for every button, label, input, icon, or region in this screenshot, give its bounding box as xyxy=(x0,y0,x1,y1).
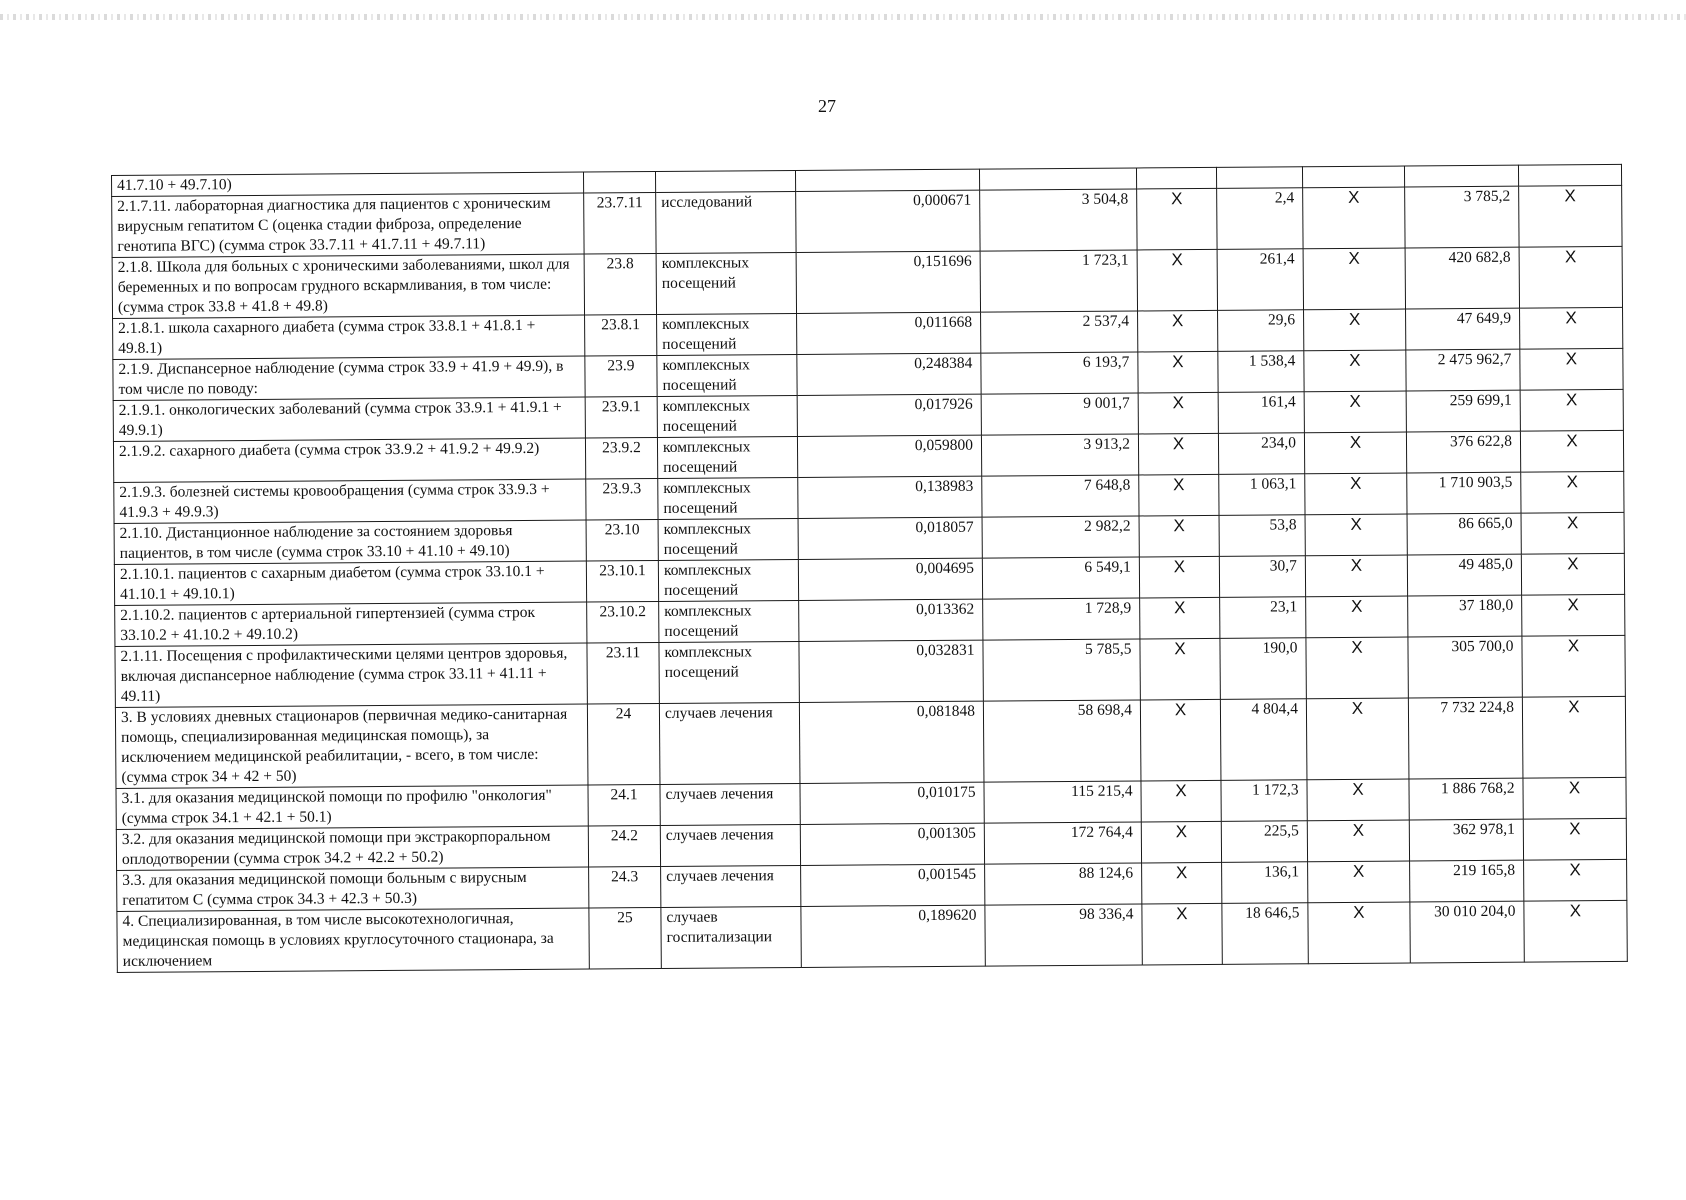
row-x3: X xyxy=(1521,512,1624,554)
row-x2: X xyxy=(1304,309,1406,351)
row-norm: 0,189620 xyxy=(801,905,985,967)
row-norm: 0,000671 xyxy=(796,190,980,252)
row-total: 2 475 962,7 xyxy=(1406,349,1520,391)
row-x2: X xyxy=(1306,637,1408,699)
row-code: 23.8.1 xyxy=(585,315,657,357)
row-norm: 0,138983 xyxy=(798,476,982,518)
row-x1: X xyxy=(1137,249,1217,311)
row-unit: исследований xyxy=(656,191,796,253)
row-per-capita: 190,0 xyxy=(1220,638,1306,700)
row-cost: 2 982,2 xyxy=(982,516,1139,558)
row-x2: X xyxy=(1305,473,1407,515)
row-x2: X xyxy=(1303,248,1405,310)
row-x1: X xyxy=(1138,351,1218,393)
row-unit: комплексных посещений xyxy=(657,395,797,437)
row-x3: X xyxy=(1522,696,1626,778)
row-name: 2.1.11. Посещения с профилактическими целями центров здоровья, включая диспансерное наблюдение (сумма строк 33.11 + 41.11 + 49.11) xyxy=(115,643,587,707)
row-code: 24.1 xyxy=(588,784,660,826)
row-x2: X xyxy=(1304,432,1406,474)
row-name: 2.1.10. Дистанционное наблюдение за состоянием здоровья пациентов, в том числе (сумма строк 33.10 + 41.10 + 49.10) xyxy=(114,520,586,564)
row-total: 420 682,8 xyxy=(1405,247,1519,309)
row-code: 24.2 xyxy=(588,825,660,867)
row-total: 376 622,8 xyxy=(1406,431,1520,473)
row-unit: комплексных посещений xyxy=(659,600,799,642)
row-x2: X xyxy=(1308,902,1410,964)
row-x1: X xyxy=(1138,433,1218,475)
row-x1: X xyxy=(1139,515,1219,557)
row-per-capita: 161,4 xyxy=(1218,392,1304,434)
row-name: 2.1.10.1. пациентов с сахарным диабетом (сумма строк 33.10.1 + 41.10.1 + 49.10.1) xyxy=(114,561,586,605)
row-x1: X xyxy=(1139,556,1219,598)
row-x2: X xyxy=(1304,350,1406,392)
row-unit: случаев лечения xyxy=(661,865,801,907)
row-per-capita: 1 538,4 xyxy=(1218,351,1304,393)
row-unit: комплексных посещений xyxy=(658,518,798,560)
row-x2: X xyxy=(1303,187,1405,249)
row-cost: 6 549,1 xyxy=(982,557,1139,599)
row-per-capita: 53,8 xyxy=(1219,515,1305,557)
row-name: 2.1.7.11. лабораторная диагностика для пациентов с хроническим вирусным гепатитом С (оценка стадии фиброза, определение генотипа ВГС) (сумма строк 33.7.11 + 41.7.11 + 49.7.11) xyxy=(112,193,584,257)
row-cost: 88 124,6 xyxy=(985,863,1142,905)
row-total: 7 732 224,8 xyxy=(1408,697,1523,779)
row-unit: комплексных посещений xyxy=(657,354,797,396)
row-unit: случаев лечения xyxy=(659,702,800,784)
row-total: 1 710 903,5 xyxy=(1407,472,1521,514)
row-total: 37 180,0 xyxy=(1408,595,1522,637)
row-per-capita: 23,1 xyxy=(1220,597,1306,639)
row-norm: 0,248384 xyxy=(797,353,981,395)
row-cost: 3 504,8 xyxy=(980,189,1137,251)
row-code: 23.9.1 xyxy=(585,397,657,439)
row-code: 23.11 xyxy=(587,642,659,704)
row-code: 25 xyxy=(589,907,661,969)
row-per-capita: 136,1 xyxy=(1222,862,1308,904)
row-x2: X xyxy=(1306,596,1408,638)
row-norm: 0,010175 xyxy=(800,782,984,824)
row-code: 23.9 xyxy=(585,356,657,398)
row-total: 3 785,2 xyxy=(1405,186,1519,248)
row-norm: 0,081848 xyxy=(799,701,984,783)
row-x3: X xyxy=(1523,777,1626,819)
row-code: 24.3 xyxy=(589,866,661,908)
table-row xyxy=(112,246,1622,318)
row-total: 305 700,0 xyxy=(1408,636,1522,698)
row-unit: комплексных посещений xyxy=(659,641,799,703)
row-name: 4. Специализированная, в том числе высокотехнологичная, медицинская помощь в условиях круглосуточного стационара, за исключением xyxy=(117,908,589,972)
row-norm: 0,001545 xyxy=(801,864,985,906)
row-code: 23.9.2 xyxy=(585,438,657,480)
row-cost: 5 785,5 xyxy=(983,639,1140,701)
row-norm: 0,017926 xyxy=(797,394,981,436)
row-norm: 0,151696 xyxy=(796,251,980,313)
scan-edge-artifact xyxy=(0,14,1686,20)
table-row xyxy=(115,696,1626,788)
row-x3: X xyxy=(1521,553,1624,595)
row-unit: комплексных посещений xyxy=(658,559,798,601)
row-cost: 7 648,8 xyxy=(982,475,1139,517)
row-unit: комплексных посещений xyxy=(656,252,796,314)
table-container xyxy=(111,164,1628,973)
row-per-capita: 4 804,4 xyxy=(1220,699,1307,781)
row-cost: 58 698,4 xyxy=(983,700,1141,782)
row-norm: 0,059800 xyxy=(797,435,981,477)
row-x3: X xyxy=(1519,246,1622,308)
row-per-capita: 234,0 xyxy=(1218,433,1304,475)
row-per-capita: 1 172,3 xyxy=(1221,780,1307,822)
row-total: 362 978,1 xyxy=(1409,819,1523,861)
page-number: 27 xyxy=(818,96,836,116)
row-x1: X xyxy=(1142,862,1222,904)
row-name: 2.1.9. Диспансерное наблюдение (сумма строк 33.9 + 41.9 + 49.9), в том числе по поводу: xyxy=(113,356,585,400)
row-total: 47 649,9 xyxy=(1406,308,1520,350)
row-x3: X xyxy=(1522,594,1625,636)
row-code: 23.10.2 xyxy=(587,601,659,643)
data-table xyxy=(111,164,1628,973)
row-x2: X xyxy=(1305,555,1407,597)
row-x1: X xyxy=(1140,699,1221,781)
row-norm: 0,001305 xyxy=(800,823,984,865)
row-x1: X xyxy=(1140,597,1220,639)
row-name: 3.2. для оказания медицинской помощи при экстракорпоральном оплодотворении (сумма строк 34.2 + 42.2 + 50.2) xyxy=(116,826,588,870)
row-x1: X xyxy=(1142,903,1222,965)
row-x1: X xyxy=(1141,821,1221,863)
row-total: 259 699,1 xyxy=(1406,390,1520,432)
row-cost: 1 728,9 xyxy=(983,598,1140,640)
table-row xyxy=(112,185,1622,257)
row-x1: X xyxy=(1141,780,1221,822)
row-x2: X xyxy=(1306,698,1409,780)
row-x3: X xyxy=(1520,389,1623,431)
row-total: 49 485,0 xyxy=(1407,554,1521,596)
row-x2: X xyxy=(1307,820,1409,862)
row-x3: X xyxy=(1524,859,1627,901)
table-row xyxy=(115,635,1625,707)
row-unit: комплексных посещений xyxy=(657,313,797,355)
row-x2: X xyxy=(1308,861,1410,903)
row-per-capita: 2,4 xyxy=(1217,188,1303,250)
row-x2: X xyxy=(1304,391,1406,433)
row-x3: X xyxy=(1519,185,1622,247)
row-total: 86 665,0 xyxy=(1407,513,1521,555)
row-unit: случаев лечения xyxy=(660,783,800,825)
row-x2: X xyxy=(1305,514,1407,556)
row-x1: X xyxy=(1140,638,1220,700)
row-x3: X xyxy=(1520,430,1623,472)
row-code: 23.7.11 xyxy=(584,193,656,255)
row-total: 1 886 768,2 xyxy=(1409,778,1523,820)
row-code: 24 xyxy=(587,703,660,785)
row-cost: 3 913,2 xyxy=(981,434,1138,476)
row-cost: 172 764,4 xyxy=(984,822,1141,864)
row-per-capita: 18 646,5 xyxy=(1222,903,1308,965)
row-cost: 6 193,7 xyxy=(981,352,1138,394)
row-x3: X xyxy=(1521,471,1624,513)
row-name: 3.3. для оказания медицинской помощи больным с вирусным гепатитом С (сумма строк 34.3 + 42.3 + 50.3) xyxy=(117,867,589,911)
row-name: 3.1. для оказания медицинской помощи по профилю "онкология" (сумма строк 34.1 + 42.1 + 50.1) xyxy=(116,785,588,829)
table-row xyxy=(117,900,1627,972)
row-norm: 0,013362 xyxy=(799,599,983,641)
row-x3: X xyxy=(1522,635,1625,697)
row-per-capita: 1 063,1 xyxy=(1219,474,1305,516)
row-cost: 9 001,7 xyxy=(981,393,1138,435)
row-x1: X xyxy=(1138,310,1218,352)
row-cost: 98 336,4 xyxy=(985,904,1142,966)
row-norm: 0,018057 xyxy=(798,517,982,559)
row-name: 2.1.8. Школа для больных с хроническими заболеваниями, школ для беременных и по вопросам грудного вскармливания, в том числе: (сумма строк 33.8 + 41.8 + 49.8) xyxy=(112,254,584,318)
row-name: 2.1.9.1. онкологических заболеваний (сумма строк 33.9.1 + 41.9.1 + 49.9.1) xyxy=(113,397,585,441)
row-cost: 1 723,1 xyxy=(980,250,1137,312)
row-name: 2.1.8.1. школа сахарного диабета (сумма строк 33.8.1 + 41.8.1 + 49.8.1) xyxy=(113,315,585,359)
row-per-capita: 30,7 xyxy=(1219,556,1305,598)
row-name: 2.1.9.2. сахарного диабета (сумма строк 33.9.2 + 41.9.2 + 49.9.2) xyxy=(113,438,585,482)
row-x3: X xyxy=(1523,818,1626,860)
row-code: 23.9.3 xyxy=(586,479,658,521)
row-unit: случаев лечения xyxy=(660,824,800,866)
row-per-capita: 261,4 xyxy=(1217,249,1303,311)
row-total: 30 010 204,0 xyxy=(1410,901,1524,963)
row-code: 23.10.1 xyxy=(586,560,658,602)
row-x3: X xyxy=(1520,348,1623,390)
row-code: 23.8 xyxy=(584,254,656,316)
row-norm: 0,032831 xyxy=(799,640,983,702)
row-unit: комплексных посещений xyxy=(657,436,797,478)
row-norm: 0,011668 xyxy=(797,312,981,354)
row-name: 3. В условиях дневных стационаров (первичная медико-санитарная помощь, специализированная медицинская помощь), за исключением медицинской реабилитации, - всего, в том числе: (сумма строк 34 + 42 + 50) xyxy=(115,704,588,788)
row-name: 2.1.9.3. болезней системы кровообращения (сумма строк 33.9.3 + 41.9.3 + 49.9.3) xyxy=(114,479,586,523)
row-total: 219 165,8 xyxy=(1410,860,1524,902)
row-cost: 115 215,4 xyxy=(984,781,1141,823)
row-unit: случаев госпитализации xyxy=(661,906,801,968)
row-x1: X xyxy=(1137,188,1217,250)
row-x1: X xyxy=(1138,392,1218,434)
continued-text: 41.7.10 + 49.7.10) xyxy=(112,172,584,196)
row-per-capita: 225,5 xyxy=(1221,821,1307,863)
row-unit: комплексных посещений xyxy=(658,477,798,519)
row-cost: 2 537,4 xyxy=(981,311,1138,353)
row-x3: X xyxy=(1524,900,1627,962)
row-norm: 0,004695 xyxy=(798,558,982,600)
row-per-capita: 29,6 xyxy=(1218,310,1304,352)
row-x3: X xyxy=(1520,307,1623,349)
row-x2: X xyxy=(1307,779,1409,821)
row-code: 23.10 xyxy=(586,519,658,561)
row-name: 2.1.10.2. пациентов с артериальной гипертензией (сумма строк 33.10.2 + 41.10.2 + 49.10.2) xyxy=(115,602,587,646)
row-x1: X xyxy=(1139,474,1219,516)
